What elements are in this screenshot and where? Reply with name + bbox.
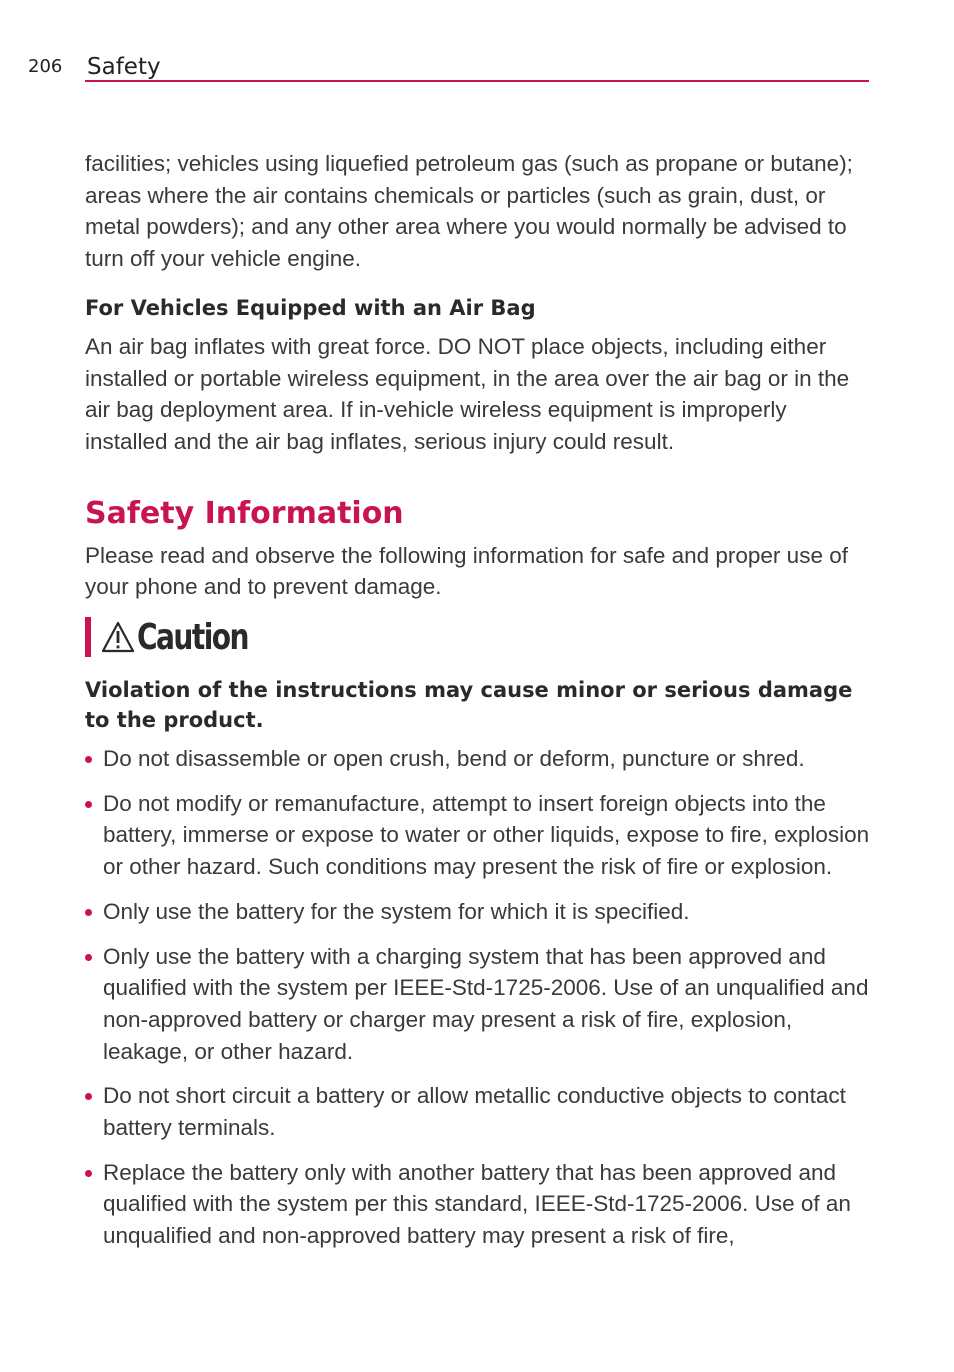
bullet-text: Do not modify or remanufacture, attempt to insert foreign objects into the battery, immerse or expose to water or other liquids, expose to fire, explosion or other hazard. Such conditions may present the risk of fire or explosion. (103, 790, 870, 880)
airbag-paragraph: An air bag inflates with great force. DO NOT place objects, including either installed or portable wireless equipment, in the area over the air bag or in the air bag deployment area. If in-vehicle wireless equipment is improperly installed and the air bag inflates, serious injury could result. (85, 333, 850, 454)
safety-info-paragraph: Please read and observe the following information for safe and proper use of your phone and to prevent damage. (85, 542, 848, 600)
bullet-dot (85, 1093, 92, 1100)
page-number: 206 (28, 56, 63, 77)
bullet-text: Do not short circuit a battery or allow metallic conductive objects to contact battery terminals. (103, 1083, 846, 1141)
caution-bullet-list (85, 743, 875, 1252)
caution-banner (85, 615, 875, 659)
caution-accent-bar (85, 617, 91, 657)
bullet-dot (85, 1170, 92, 1177)
bullet-dot (85, 756, 92, 763)
safety-info-title: Safety Information (85, 495, 404, 531)
bullet-text: Only use the battery with a charging system that has been approved and qualified with the system per IEEE-Std-1725-2006. Use of an unqualified and non-approved battery or charger may present a risk of fire, explosion, leakage, or other hazard. (103, 943, 869, 1064)
airbag-heading: For Vehicles Equipped with an Air Bag (85, 295, 536, 320)
list-item (85, 896, 875, 928)
caution-subheading: Violation of the instructions may cause minor or serious damage to the product. (85, 678, 853, 733)
header-rule (85, 80, 869, 82)
caution-label: Caution (137, 616, 248, 658)
bullet-text: Replace the battery only with another battery that has been approved and qualified with the system per this standard, IEEE-Std-1725-2006. Use of an unqualified and non-approved battery may present a risk of fire, (103, 1159, 851, 1249)
bullet-dot (85, 801, 92, 808)
bullet-text: Do not disassemble or open crush, bend or deform, puncture or shred. (103, 746, 805, 772)
bullet-text: Only use the battery for the system for which it is specified. (103, 898, 690, 924)
section-label: Safety (87, 54, 161, 80)
list-item (85, 788, 875, 883)
list-item (85, 941, 875, 1068)
bullet-dot (85, 954, 92, 961)
list-item (85, 1080, 875, 1143)
warning-triangle-icon (101, 621, 135, 653)
bullet-dot (85, 909, 92, 916)
intro-paragraph: facilities; vehicles using liquefied petroleum gas (such as propane or butane); areas where the air contains chemicals or particles (such as grain, dust, or metal powders); and any other area where you would normally be advised to turn off your vehicle engine. (85, 151, 853, 272)
page-content (85, 148, 875, 1252)
list-item (85, 1157, 875, 1252)
list-item (85, 743, 875, 775)
